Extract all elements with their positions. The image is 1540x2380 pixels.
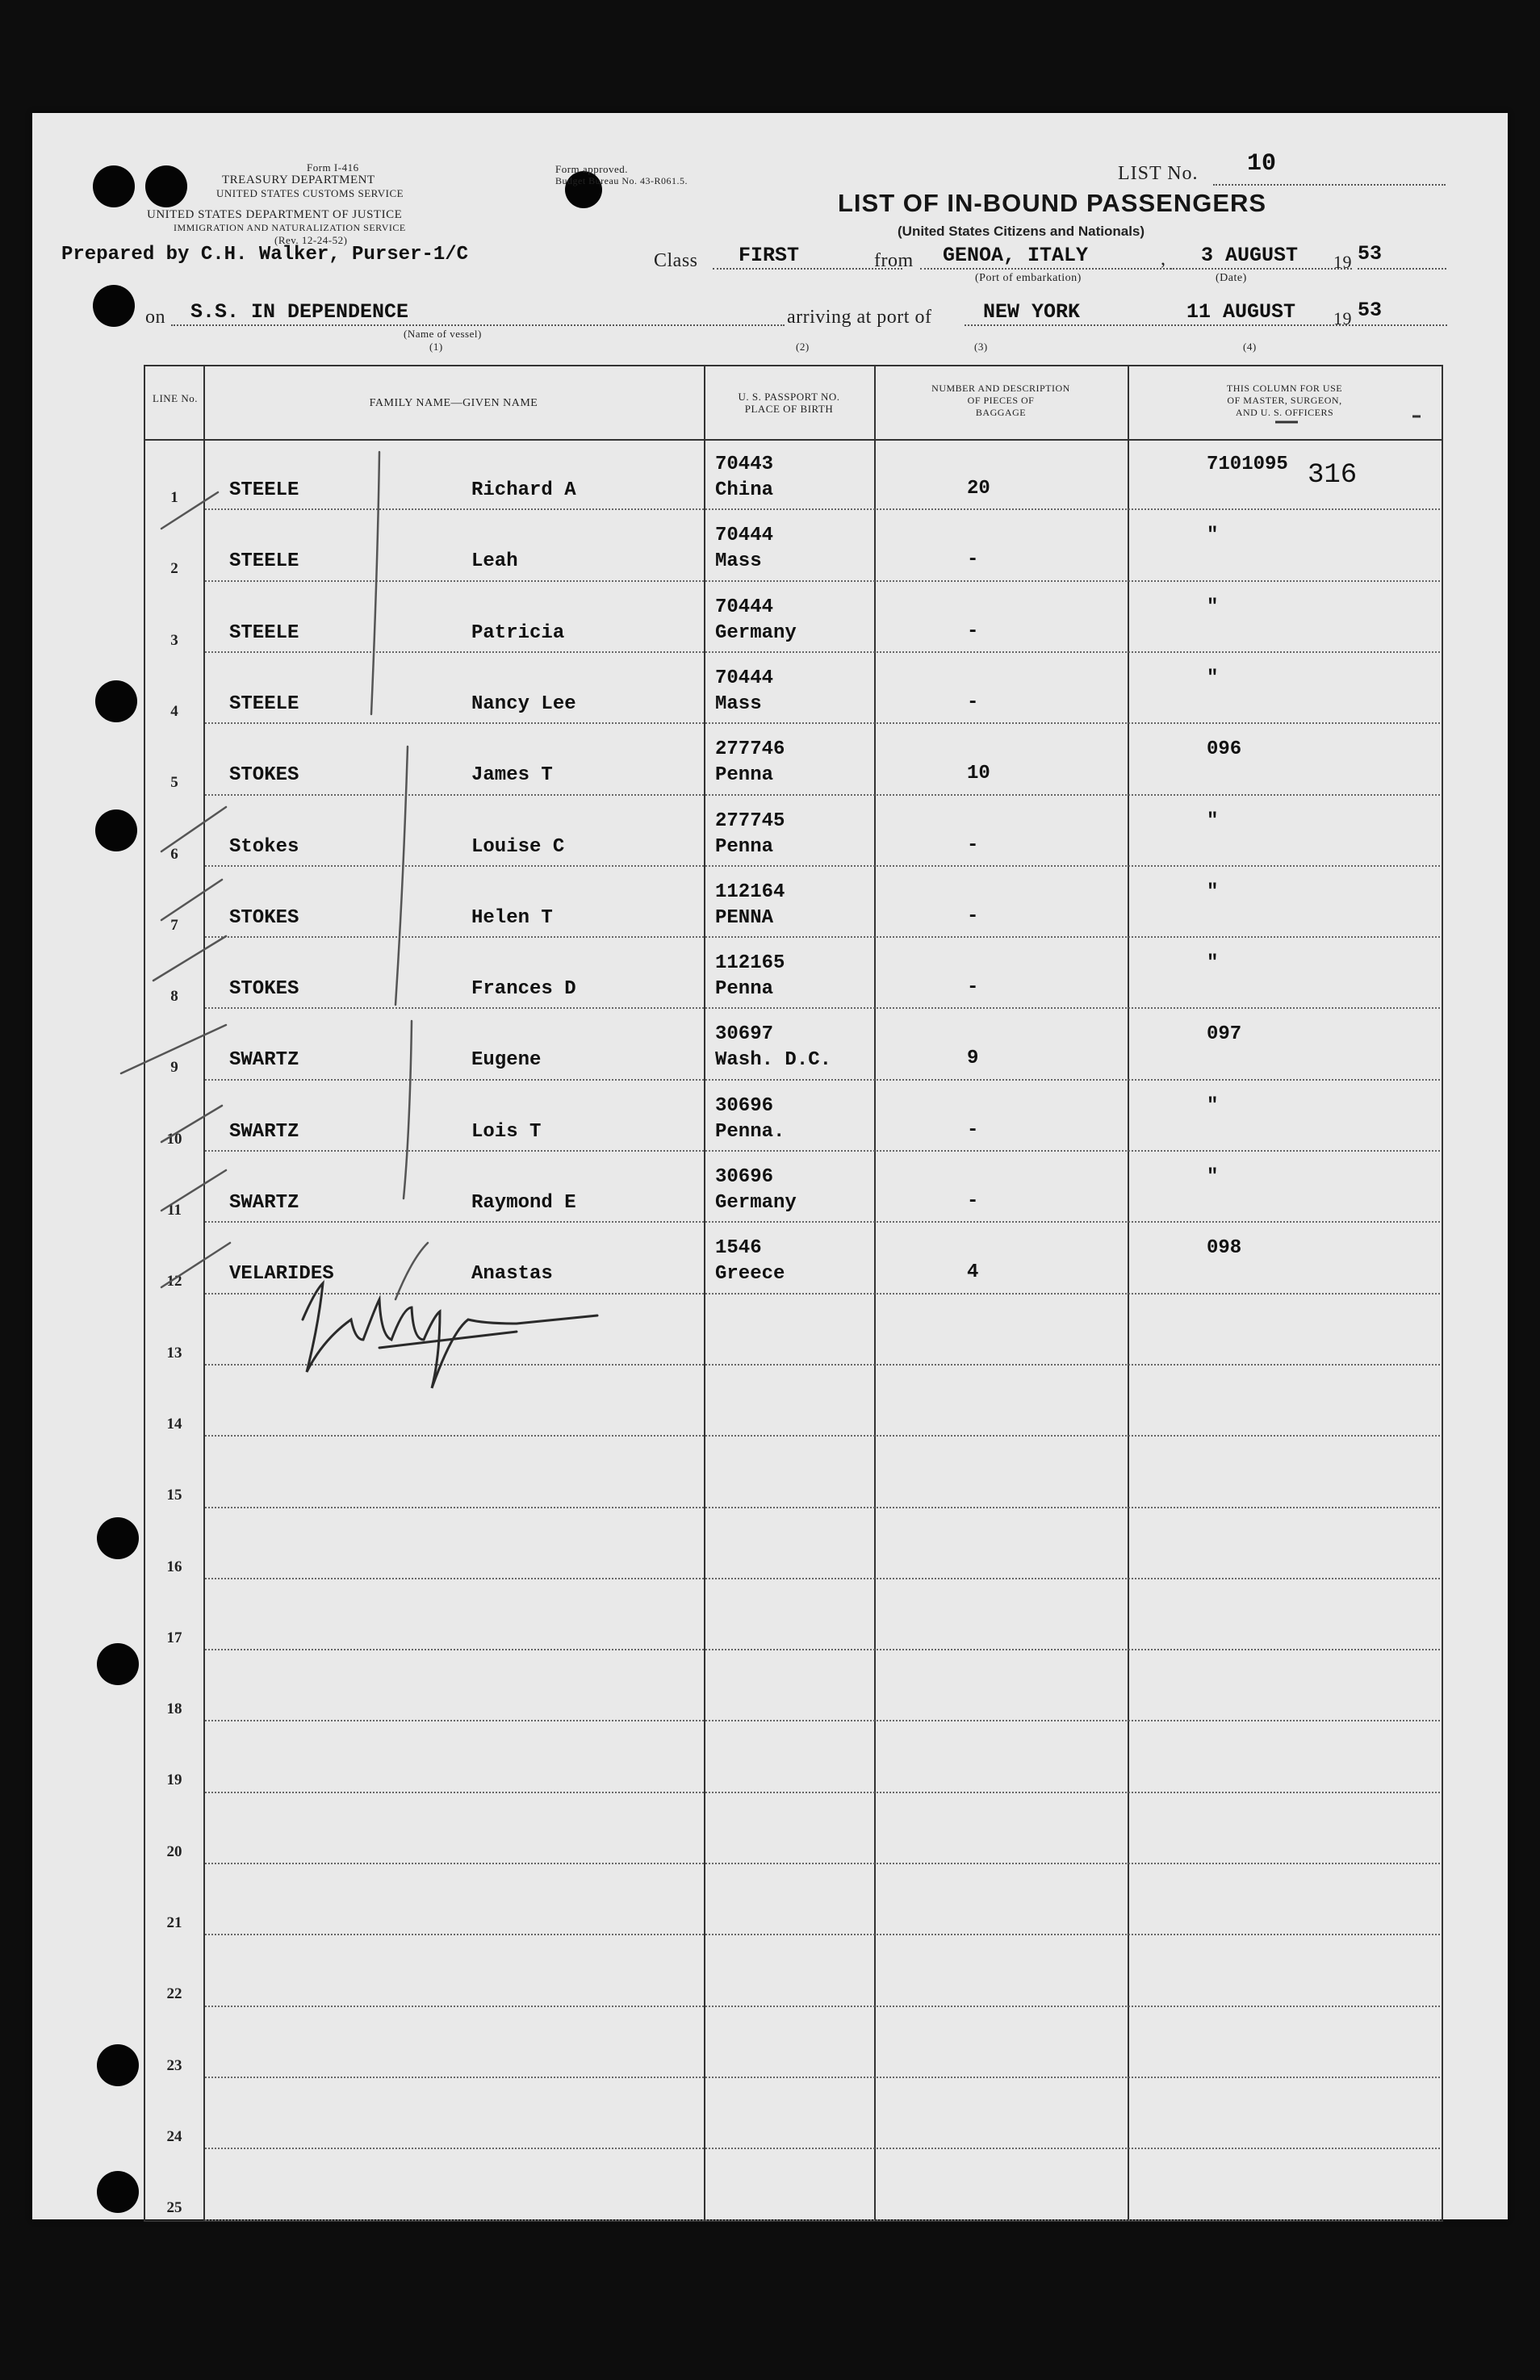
name-header: FAMILY NAME—GIVEN NAME <box>369 397 538 409</box>
caption-1: (1) <box>429 341 443 353</box>
vessel-name: S.S. IN DEPENDENCE <box>190 300 409 324</box>
officer-note: 097 <box>1207 1023 1242 1046</box>
officer-header: THIS COLUMN FOR USE OF MASTER, SURGEON, AND U. S. OFFICERS <box>1226 383 1343 418</box>
line-number: 17 <box>166 1629 182 1646</box>
passport-number: 70443 <box>715 454 774 475</box>
department-name: TREASURY DEPARTMENT <box>222 174 375 186</box>
year-prefix: 19 <box>1333 308 1352 328</box>
given-name: Helen T <box>471 906 553 929</box>
officer-note: " <box>1207 952 1219 975</box>
line-number: 11 <box>167 1202 182 1219</box>
line-number: 13 <box>166 1344 182 1361</box>
family-name: STEELE <box>229 621 299 644</box>
baggage-count: - <box>967 691 979 713</box>
family-name: SWARTZ <box>229 1192 299 1214</box>
list-number: 10 <box>1247 150 1277 178</box>
place-of-birth: PENNA <box>715 906 774 929</box>
officer-note: " <box>1207 1094 1219 1117</box>
place-of-birth: Greece <box>715 1263 785 1286</box>
class-label: Class <box>654 250 698 271</box>
family-name: SWARTZ <box>229 1120 299 1143</box>
document-page <box>32 113 1508 2219</box>
given-name: Richard A <box>471 479 576 501</box>
line-number: 15 <box>166 1487 182 1504</box>
place-of-birth: Mass <box>715 692 762 715</box>
place-of-birth: Penna. <box>715 1120 785 1143</box>
passport-number: 70444 <box>715 525 774 547</box>
form-approval: Form approved. <box>555 163 629 175</box>
arrival-year: 53 <box>1358 299 1383 322</box>
family-name: STEELE <box>229 550 299 573</box>
passport-number: 277745 <box>715 809 785 832</box>
place-of-birth: Germany <box>715 1192 797 1214</box>
place-of-birth: Wash. D.C. <box>715 1049 832 1072</box>
comma: , <box>1161 249 1166 270</box>
given-name: James T <box>471 764 553 787</box>
line-number: 22 <box>166 1985 182 2003</box>
given-name: Nancy Lee <box>471 692 576 715</box>
passport-number: 277746 <box>715 738 785 761</box>
ins-service: IMMIGRATION AND NATURALIZATION SERVICE <box>174 222 406 233</box>
place-of-birth: Mass <box>715 550 762 573</box>
vessel-caption: (Name of vessel) <box>404 328 482 340</box>
baggage-count: - <box>967 620 979 642</box>
family-name: Stokes <box>229 835 299 858</box>
document-subtitle: (United States Citizens and Nationals) <box>898 224 1145 239</box>
officer-note: " <box>1207 667 1219 689</box>
line-number: 18 <box>166 1700 182 1718</box>
passport-number: 70444 <box>715 667 774 689</box>
line-no-header: LINE No. <box>153 392 198 404</box>
baggage-count: - <box>967 977 979 999</box>
given-name: Eugene <box>471 1049 542 1072</box>
passport-number: 112164 <box>715 880 785 903</box>
officer-note-secondary: 316 <box>1308 460 1358 491</box>
customs-service: UNITED STATES CUSTOMS SERVICE <box>216 187 404 199</box>
given-name: Louise C <box>471 835 565 858</box>
officer-note: " <box>1207 880 1219 903</box>
line-number: 20 <box>166 1843 182 1860</box>
baggage-count: 20 <box>967 478 990 500</box>
arriving-label: arriving at port of <box>787 307 932 328</box>
departure-year: 53 <box>1358 242 1383 266</box>
officer-note: " <box>1207 809 1219 832</box>
baggage-count: - <box>967 905 979 927</box>
place-of-birth: Penna <box>715 978 774 1001</box>
line-number: 4 <box>170 702 178 720</box>
line-number: 23 <box>166 2056 182 2074</box>
line-number: 5 <box>170 774 178 792</box>
line-number: 7 <box>170 916 178 934</box>
line-number: 24 <box>166 2127 182 2145</box>
class-value: FIRST <box>739 244 800 267</box>
prepared-by: Prepared by C.H. Walker, Purser-1/C <box>61 244 469 266</box>
line-number: 19 <box>166 1771 182 1789</box>
baggage-count: - <box>967 1119 979 1141</box>
port-of-embarkation: GENOA, ITALY <box>943 244 1089 267</box>
given-name: Lois T <box>471 1120 542 1143</box>
caption-4: (4) <box>1243 341 1257 353</box>
officer-note: 7101095 <box>1207 454 1288 475</box>
place-of-birth: Germany <box>715 621 797 644</box>
line-number: 1 <box>170 489 178 506</box>
passport-number: 30697 <box>715 1023 774 1046</box>
baggage-count: - <box>967 1190 979 1212</box>
family-name: STOKES <box>229 978 299 1001</box>
given-name: Raymond E <box>471 1192 576 1214</box>
baggage-count: 4 <box>967 1261 979 1284</box>
baggage-count: - <box>967 549 979 571</box>
family-name: STOKES <box>229 764 299 787</box>
line-number: 14 <box>166 1415 182 1433</box>
form-revision: (Rev. 12-24-52) <box>274 234 348 246</box>
baggage-count: 9 <box>967 1048 979 1070</box>
baggage-count: 10 <box>967 763 990 785</box>
line-number: 6 <box>170 845 178 863</box>
officer-note: 098 <box>1207 1237 1242 1260</box>
line-number: 16 <box>166 1558 182 1575</box>
passport-number: 1546 <box>715 1237 762 1260</box>
handwritten-marks <box>32 113 1508 2219</box>
caption-2: (2) <box>796 341 810 353</box>
given-name: Anastas <box>471 1263 553 1286</box>
line-number: 21 <box>166 1914 182 1931</box>
line-number: 8 <box>170 988 178 1006</box>
year-prefix: 19 <box>1333 252 1352 272</box>
officer-note: " <box>1207 1166 1219 1188</box>
family-name: VELARIDES <box>229 1263 334 1286</box>
departure-date: 3 AUGUST <box>1201 244 1299 267</box>
line-number: 2 <box>170 560 178 578</box>
document-title: LIST OF IN-BOUND PASSENGERS <box>838 189 1267 217</box>
line-number: 12 <box>166 1273 182 1290</box>
passport-header: U. S. PASSPORT NO. PLACE OF BIRTH <box>738 391 840 415</box>
officer-note: " <box>1207 525 1219 547</box>
family-name: STEELE <box>229 479 299 501</box>
place-of-birth: Penna <box>715 764 774 787</box>
date-caption: (Date) <box>1216 272 1247 284</box>
justice-department: UNITED STATES DEPARTMENT OF JUSTICE <box>147 208 403 221</box>
form-number: Form I-416 <box>307 161 359 174</box>
arrival-port: NEW YORK <box>983 300 1081 324</box>
arrival-date: 11 AUGUST <box>1186 300 1296 324</box>
line-number: 25 <box>166 2199 182 2217</box>
family-name: SWARTZ <box>229 1049 299 1072</box>
baggage-header: NUMBER AND DESCRIPTION OF PIECES OF BAGGAGE <box>931 383 1070 418</box>
from-label: from <box>874 250 914 271</box>
passport-number: 112165 <box>715 952 785 975</box>
place-of-birth: Penna <box>715 835 774 858</box>
passport-number: 30696 <box>715 1166 774 1188</box>
given-name: Leah <box>471 550 518 573</box>
budget-bureau: Budget Bureau No. 43-R061.5. <box>555 175 688 186</box>
passport-number: 70444 <box>715 596 774 618</box>
list-number-label: LIST No. <box>1118 163 1199 184</box>
passport-number: 30696 <box>715 1094 774 1117</box>
on-label: on <box>145 307 165 328</box>
place-of-birth: China <box>715 479 774 501</box>
given-name: Frances D <box>471 978 576 1001</box>
line-number: 10 <box>166 1130 182 1148</box>
family-name: STOKES <box>229 906 299 929</box>
officer-note: " <box>1207 596 1219 618</box>
officer-note: 096 <box>1207 738 1242 761</box>
given-name: Patricia <box>471 621 565 644</box>
family-name: STEELE <box>229 692 299 715</box>
caption-3: (3) <box>974 341 988 353</box>
line-number: 3 <box>170 631 178 649</box>
port-caption: (Port of embarkation) <box>975 272 1082 284</box>
line-number: 9 <box>170 1059 178 1077</box>
baggage-count: - <box>967 834 979 856</box>
